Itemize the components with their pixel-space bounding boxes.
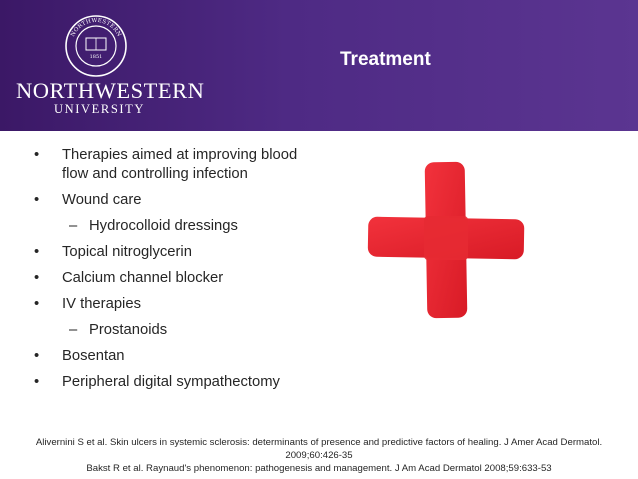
- sub-bullet-text: Hydrocolloid dressings: [89, 218, 238, 234]
- svg-text:NORTHWESTERN: NORTHWESTERN: [70, 17, 122, 38]
- svg-text:1851: 1851: [89, 54, 103, 60]
- slide-title: Treatment: [340, 49, 431, 70]
- sub-bullet-text: Prostanoids: [89, 322, 168, 338]
- bullet-mark: •: [34, 244, 40, 260]
- bullet-item: [34, 146, 324, 184]
- bullet-item: [34, 295, 324, 314]
- sub-bullet-mark: –: [69, 218, 78, 234]
- bullet-text: Wound care: [62, 192, 142, 208]
- reference-line: 2009;60:426-35: [285, 450, 353, 461]
- slide-header: [0, 0, 638, 131]
- references: [18, 436, 620, 475]
- bullet-text: Calcium channel blocker: [62, 270, 224, 286]
- university-wordmark: NORTHWESTERN: [16, 78, 205, 103]
- bullet-mark: •: [34, 296, 40, 312]
- bullet-text: IV therapies: [62, 296, 141, 312]
- bullet-item: [34, 243, 324, 262]
- bullet-mark: •: [34, 192, 40, 208]
- bullet-mark: •: [34, 374, 40, 390]
- bullet-text: Bosentan: [62, 348, 125, 364]
- sub-bullet-item: [34, 217, 324, 236]
- reference-line: Alivernini S et al. Skin ulcers in systemic sclerosis: determinants of presence and predictive factors of healing. J Amer Acad Dermatol.: [35, 437, 603, 448]
- university-subtitle: UNIVERSITY: [54, 102, 145, 116]
- sub-bullet-mark: –: [69, 322, 78, 338]
- university-seal-logo: [64, 14, 128, 78]
- bullet-mark: •: [34, 147, 40, 163]
- reference-line: Bakst R et al. Raynaud's phenomenon: pathogenesis and management. J Am Acad Dermatol 2008;59:633-53: [86, 463, 552, 474]
- bullet-item: [34, 347, 324, 366]
- bullet-mark: •: [34, 348, 40, 364]
- bullet-text: Therapies aimed at improving blood flow and controlling infection: [62, 147, 298, 182]
- bullet-item: [34, 191, 324, 210]
- bullet-text: Peripheral digital sympathectomy: [62, 374, 280, 390]
- bullet-mark: •: [34, 270, 40, 286]
- red-cross-bandage-icon: [366, 160, 526, 320]
- bullet-item: [34, 373, 324, 392]
- sub-bullet-item: [34, 321, 324, 340]
- treatment-bullet-list: [34, 146, 324, 399]
- bullet-text: Topical nitroglycerin: [62, 244, 192, 260]
- bullet-item: [34, 269, 324, 288]
